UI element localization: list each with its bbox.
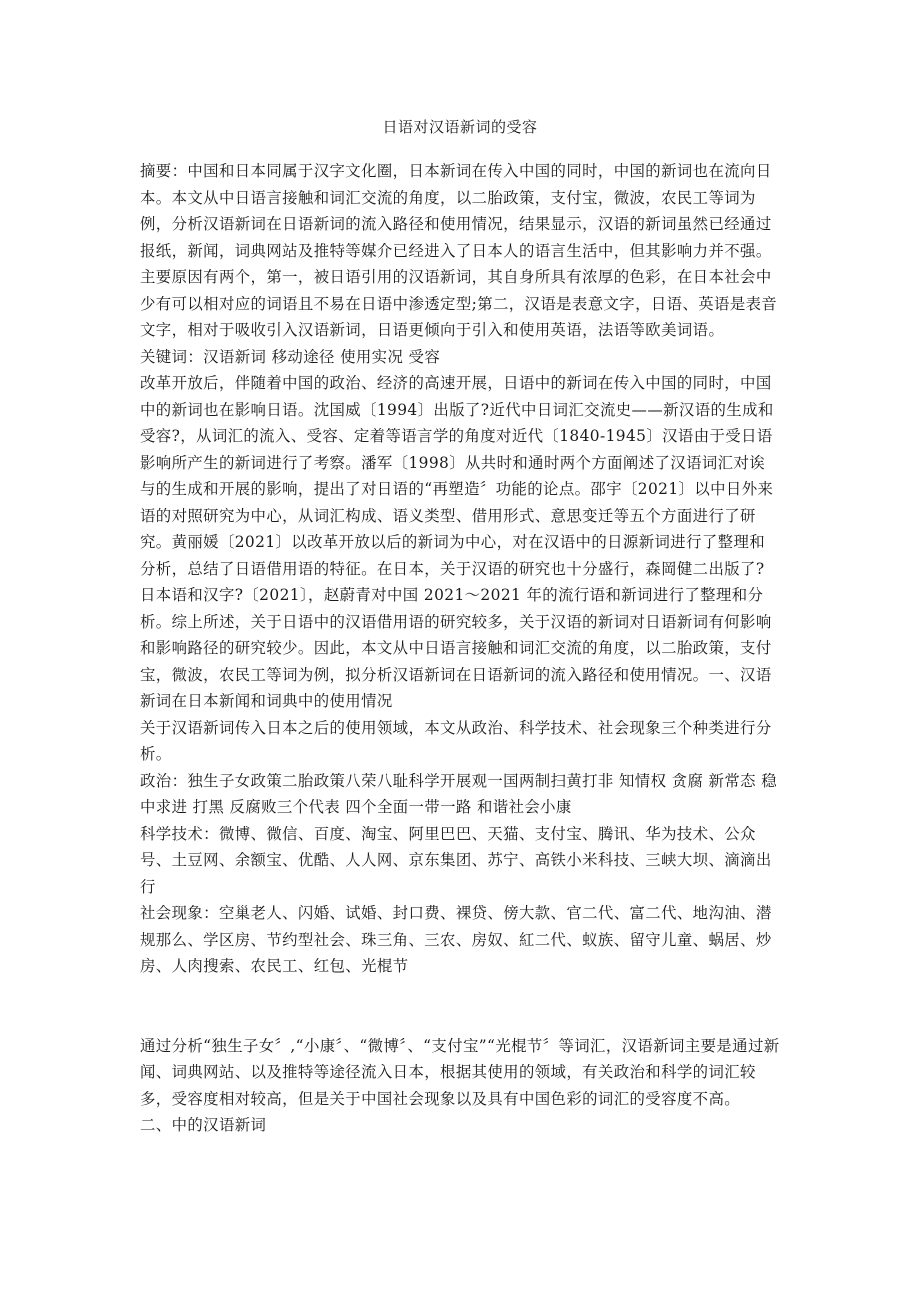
blank-line — [140, 980, 780, 1033]
politics-terms: 政治：独生子女政策二胎政策八荣八耻科学开展观一国两制扫黄打非 知情权 贪腐 新常态 稳中求进 打黑 反腐败三个代表 四个全面一带一路 和谐社会小康 — [140, 771, 778, 816]
document-title: 日语对汉语新词的受容 — [382, 118, 538, 136]
society-terms: 社会现象：空巢老人、闪婚、试婚、封口费、裸贷、傍大款、官二代、富二代、地沟油、潜规那么、学区房、节约型社会、珠三角、三农、房奴、紅二代、蚁族、留守儿童、蜗居、炒房、人肉搜索、农民工、红包、光棍节 — [140, 904, 772, 975]
section-heading: 二、中的汉语新词 — [140, 1116, 267, 1134]
document-body — [140, 158, 780, 1139]
abstract-paragraph: 摘要：中国和日本同属于汉字文化圈，日本新词在传入中国的同时，中国的新词也在流向日本。本文从中日语言接触和词汇交流的角度，以二胎政策，支付宝，微波，农民工等词为例，分析汉语新词在日语新词的流入路径和使用情况，结果显示，汉语的新词虽然已经通过报纸，新闻，词典网站及推特等媒介已经进入了日本人的语言生活中，但其影响力并不强。主要原因有两个，第一，被日语引用的汉语新词，其自身所具有浓厚的色彩，在日本社会中少有可以相对应的词语且不易在日语中渗透定型;第二，汉语是表意文字，日语、英语是表音文字，相对于吸收引入汉语新词，日语更倾向于引入和使用英语，法语等欧美词语。 — [140, 162, 778, 339]
analysis-paragraph: 通过分析“独生子女〞,“小康〞、“微博〞、“支付宝”“光棍节〞等词汇，汉语新词主要是通过新闻、词典网站、以及推特等途径流入日本，根据其使用的领域，有关政治和科学的词汇较多，受容度相对较高，但是关于中国社会现象以及具有中国色彩的词汇的受容度不高。 — [140, 1036, 780, 1108]
science-terms: 科学技术：微博、微信、百度、淘宝、阿里巴巴、天猫、支付宝、腾讯、华为技术、公众号、土豆网、余额宝、优酷、人人网、京东集团、苏宁、高铁小米科技、三峡大坝、滴滴出行 — [140, 824, 772, 896]
fields-intro-paragraph: 关于汉语新词传入日本之后的使用领域，本文从政治、科学技术、社会现象三个种类进行分析。 — [140, 718, 772, 763]
keywords-line: 关键词：汉语新词 移动途径 使用实况 受容 — [140, 347, 441, 366]
intro-paragraph: 改革开放后，伴随着中国的政治、经济的高速开展，日语中的新词在传入中国的同时，中国中的新词也在影响日语。沈国威〔1994〕出版了?近代中日词汇交流史——新汉语的生成和受容?，从词汇的流入、受容、定着等语言学的角度对近代〔1840-1945〕汉语由于受日语影响所产生的新词进行了考察。潘军〔1998〕从共时和通时两个方面阐述了汉语词汇对诶与的生成和开展的影响，提出了对日语的“再塑造〞功能的论点。邵宇〔2021〕以中日外来语的对照研究为中心，从词汇构成、语义类型、借用形式、意思变迁等五个方面进行了研究。黄丽媛〔2021〕以改革开放以后的新词为中心，对在汉语中的日源新词进行了整理和分析，总结了日语借用语的特征。在日本，关于汉语的研究也十分盛行，森岡健二出版了?日本语和汉字?〔2021〕，赵蔚青对中国 2021～2021 年的流行语和新词进行了整理和分析。综上所述，关于日语中的汉语借用语的研究较多，关于汉语的新词对日语新词有何影响和影响路径的研究较少。因此，本文从中日语言接触和词汇交流的角度，以二胎政策，支付宝，微波，农民工等词为例，拟分析汉语新词在日语新词的流入路径和使用情况。一、汉语新词在日本新闻和词典中的使用情况 — [140, 374, 774, 710]
